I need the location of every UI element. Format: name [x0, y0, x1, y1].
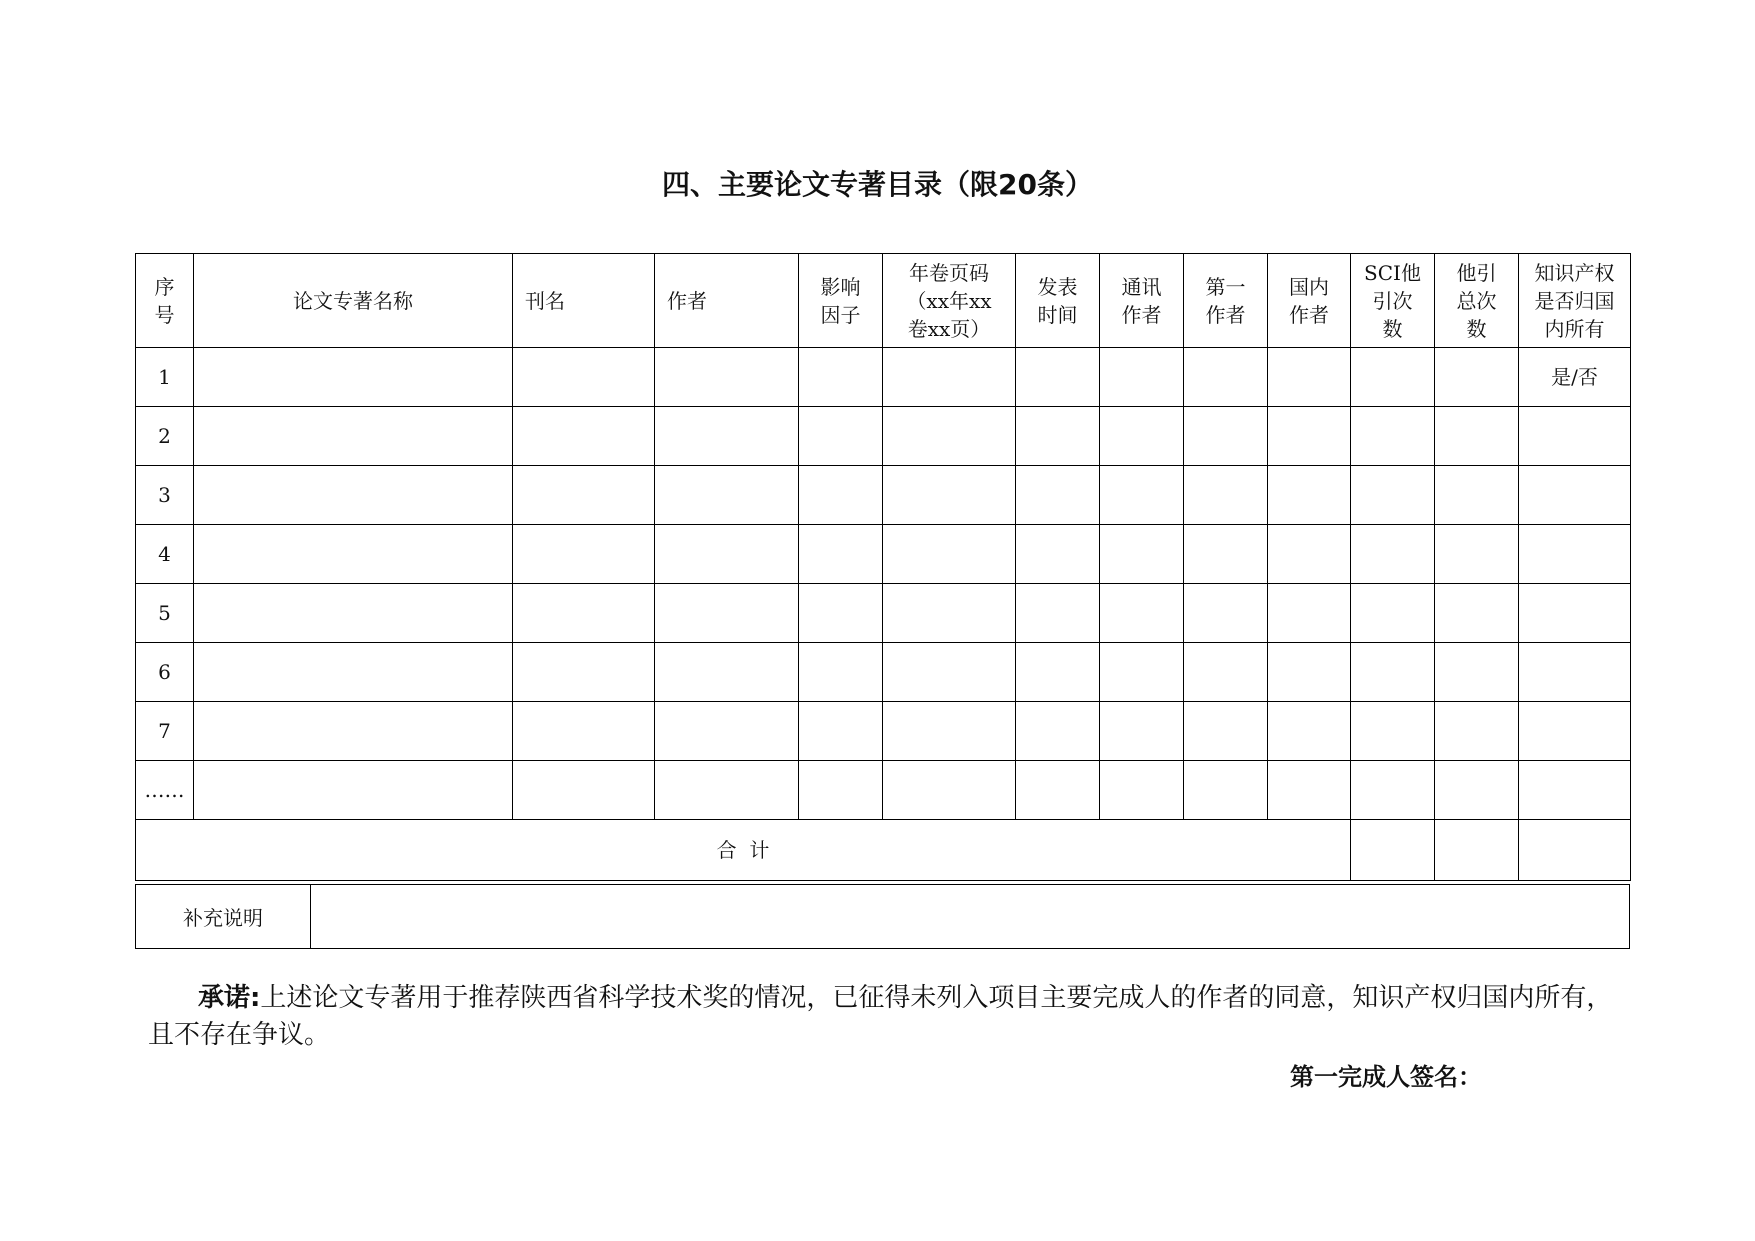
- row-cell[interactable]: [1351, 584, 1435, 643]
- header-row: [136, 254, 1631, 348]
- row-seq: 7: [136, 702, 194, 761]
- row-cell[interactable]: [1435, 348, 1519, 407]
- promise-statement: [148, 980, 1628, 1054]
- supplement-label: 补充说明: [136, 885, 311, 949]
- row-cell[interactable]: [1184, 584, 1268, 643]
- row-cell[interactable]: [513, 348, 655, 407]
- row-ip-cell[interactable]: [1519, 584, 1631, 643]
- row-cell[interactable]: [1268, 466, 1351, 525]
- row-cell[interactable]: [1268, 643, 1351, 702]
- row-cell[interactable]: [1100, 407, 1184, 466]
- row-ip-cell[interactable]: [1519, 525, 1631, 584]
- row-cell[interactable]: [1016, 761, 1100, 820]
- row-cell[interactable]: [513, 584, 655, 643]
- row-cell[interactable]: [883, 584, 1016, 643]
- table-row: [136, 525, 1631, 584]
- row-cell[interactable]: [1435, 584, 1519, 643]
- row-ip-cell[interactable]: [1519, 643, 1631, 702]
- row-cell[interactable]: [513, 525, 655, 584]
- row-cell[interactable]: [1100, 525, 1184, 584]
- row-seq: 6: [136, 643, 194, 702]
- row-cell[interactable]: [1435, 525, 1519, 584]
- row-cell[interactable]: [513, 702, 655, 761]
- row-cell[interactable]: [1351, 407, 1435, 466]
- row-seq: 4: [136, 525, 194, 584]
- row-cell[interactable]: [513, 643, 655, 702]
- row-cell[interactable]: [1016, 643, 1100, 702]
- signature-label: 第一完成人签名：: [1290, 1063, 1482, 1091]
- promise-label: 承诺:: [198, 983, 261, 1013]
- row-cell[interactable]: [1100, 761, 1184, 820]
- table-row: [136, 761, 1631, 820]
- row-cell[interactable]: [1351, 643, 1435, 702]
- row-cell[interactable]: [655, 643, 799, 702]
- row-cell[interactable]: [1268, 407, 1351, 466]
- row-ip-cell[interactable]: 是/否: [1519, 348, 1631, 407]
- row-cell[interactable]: [1100, 643, 1184, 702]
- row-cell[interactable]: [655, 584, 799, 643]
- header-seq: 序 号: [136, 254, 194, 348]
- row-cell[interactable]: [1268, 702, 1351, 761]
- row-ip-cell[interactable]: [1519, 702, 1631, 761]
- row-cell[interactable]: [1351, 348, 1435, 407]
- row-cell[interactable]: [655, 348, 799, 407]
- row-cell[interactable]: [1016, 525, 1100, 584]
- total-ip-cell[interactable]: [1519, 820, 1631, 881]
- header-ip-ownership: 知识产权 是否归国 内所有: [1519, 254, 1631, 348]
- row-cell[interactable]: [1435, 761, 1519, 820]
- row-cell[interactable]: [194, 761, 513, 820]
- supplement-table: [135, 884, 1630, 949]
- row-ip-cell[interactable]: [1519, 407, 1631, 466]
- row-cell[interactable]: [1016, 407, 1100, 466]
- row-cell[interactable]: [1351, 761, 1435, 820]
- row-cell[interactable]: [799, 525, 883, 584]
- row-cell[interactable]: [1016, 702, 1100, 761]
- row-cell[interactable]: [883, 466, 1016, 525]
- supplement-input-cell[interactable]: [311, 885, 1630, 949]
- row-seq: 5: [136, 584, 194, 643]
- row-cell[interactable]: [1268, 348, 1351, 407]
- row-cell[interactable]: [1184, 525, 1268, 584]
- row-cell[interactable]: [883, 407, 1016, 466]
- total-citations-cell[interactable]: [1435, 820, 1519, 881]
- row-cell[interactable]: [1184, 466, 1268, 525]
- row-cell[interactable]: [194, 525, 513, 584]
- row-cell[interactable]: [1435, 702, 1519, 761]
- row-cell[interactable]: [1268, 761, 1351, 820]
- row-cell[interactable]: [194, 643, 513, 702]
- row-cell[interactable]: [1100, 348, 1184, 407]
- row-cell[interactable]: [1016, 466, 1100, 525]
- header-sci-citations: SCI他 引次 数: [1351, 254, 1435, 348]
- row-cell[interactable]: [513, 466, 655, 525]
- row-cell[interactable]: [1435, 466, 1519, 525]
- header-publish-date: 发表 时间: [1016, 254, 1100, 348]
- row-seq: 3: [136, 466, 194, 525]
- row-cell[interactable]: [799, 348, 883, 407]
- row-cell[interactable]: [1016, 348, 1100, 407]
- row-cell[interactable]: [655, 702, 799, 761]
- row-cell[interactable]: [194, 348, 513, 407]
- row-cell[interactable]: [655, 525, 799, 584]
- row-cell[interactable]: [883, 525, 1016, 584]
- total-label: 合 计: [136, 820, 1351, 881]
- row-cell[interactable]: [1268, 584, 1351, 643]
- row-cell[interactable]: [1100, 702, 1184, 761]
- header-journal: 刊名: [513, 254, 655, 348]
- header-volume-page: 年卷页码 （xx年xx 卷xx页）: [883, 254, 1016, 348]
- row-cell[interactable]: [799, 702, 883, 761]
- row-seq: 1: [136, 348, 194, 407]
- row-cell[interactable]: [1435, 407, 1519, 466]
- row-cell[interactable]: [1100, 584, 1184, 643]
- row-cell[interactable]: [799, 643, 883, 702]
- table-row: [136, 348, 1631, 407]
- header-impact-factor: 影响 因子: [799, 254, 883, 348]
- table-row: [136, 584, 1631, 643]
- header-corresponding-author: 通讯 作者: [1100, 254, 1184, 348]
- row-cell[interactable]: [799, 407, 883, 466]
- row-cell[interactable]: [799, 466, 883, 525]
- row-cell[interactable]: [1184, 702, 1268, 761]
- row-cell[interactable]: [194, 466, 513, 525]
- row-cell[interactable]: [1184, 348, 1268, 407]
- promise-text: 上述论文专著用于推荐陕西省科学技术奖的情况，已征得未列入项目主要完成人的作者的同意，知识产权归国内所有，且不存在争议。: [148, 983, 1613, 1050]
- row-cell[interactable]: [883, 761, 1016, 820]
- paper-list-table: [135, 253, 1631, 881]
- total-row: [136, 820, 1631, 881]
- row-cell[interactable]: [194, 407, 513, 466]
- row-cell[interactable]: [194, 702, 513, 761]
- row-cell[interactable]: [194, 584, 513, 643]
- row-cell[interactable]: [1100, 466, 1184, 525]
- row-cell[interactable]: [655, 466, 799, 525]
- total-sci-citations-cell[interactable]: [1351, 820, 1435, 881]
- row-cell[interactable]: [1184, 643, 1268, 702]
- row-cell[interactable]: [1435, 643, 1519, 702]
- header-paper-name: 论文专著名称: [194, 254, 513, 348]
- row-cell[interactable]: [883, 702, 1016, 761]
- page-title: 四、主要论文专著目录（限20条）: [662, 168, 1093, 201]
- row-cell[interactable]: [883, 348, 1016, 407]
- table-row: [136, 466, 1631, 525]
- row-cell[interactable]: [1268, 525, 1351, 584]
- row-cell[interactable]: [655, 761, 799, 820]
- header-total-citations: 他引 总次 数: [1435, 254, 1519, 348]
- row-cell[interactable]: [883, 643, 1016, 702]
- row-cell[interactable]: [513, 761, 655, 820]
- row-cell[interactable]: [1351, 525, 1435, 584]
- row-cell[interactable]: [1184, 407, 1268, 466]
- row-cell[interactable]: [655, 407, 799, 466]
- row-cell[interactable]: [513, 407, 655, 466]
- row-ip-cell[interactable]: [1519, 466, 1631, 525]
- header-first-author: 第一 作者: [1184, 254, 1268, 348]
- row-seq: ……: [136, 761, 194, 820]
- row-cell[interactable]: [1351, 702, 1435, 761]
- table-row: [136, 643, 1631, 702]
- row-cell[interactable]: [799, 584, 883, 643]
- header-author: 作者: [655, 254, 799, 348]
- row-cell[interactable]: [1351, 466, 1435, 525]
- row-cell[interactable]: [1016, 584, 1100, 643]
- table-row: [136, 407, 1631, 466]
- row-ip-cell[interactable]: [1519, 761, 1631, 820]
- table-row: [136, 702, 1631, 761]
- row-seq: 2: [136, 407, 194, 466]
- header-domestic-author: 国内 作者: [1268, 254, 1351, 348]
- row-cell[interactable]: [799, 761, 883, 820]
- row-cell[interactable]: [1184, 761, 1268, 820]
